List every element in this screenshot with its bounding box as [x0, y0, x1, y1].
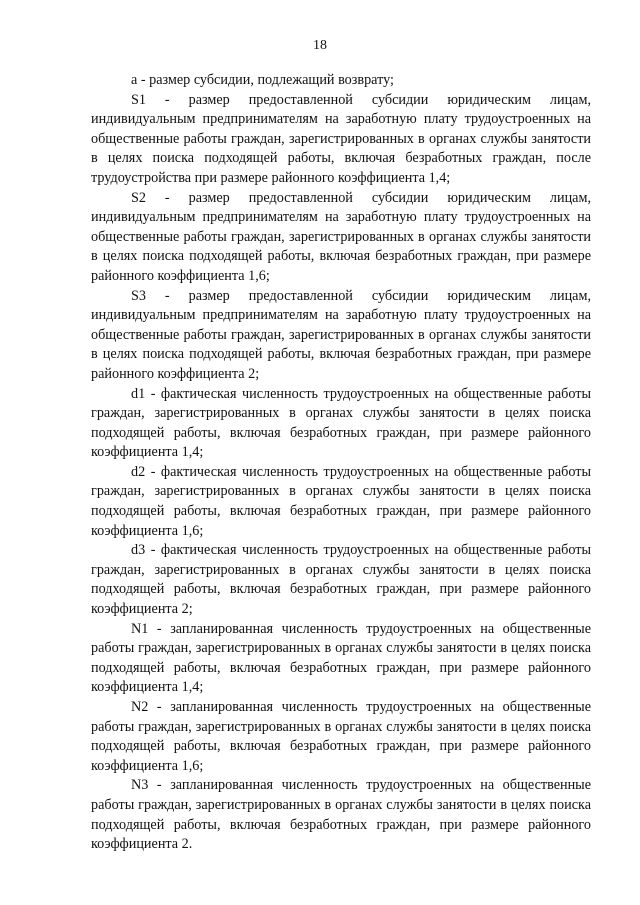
document-body: [91, 71, 591, 855]
definition-s1: S1 - размер предоставленной субсидии юридическим лицам, индивидуальным предпринимателям на заработную плату трудоустроенных на общественные работы граждан, зарегистрированных в органах службы занятости в целях поиска подходящей работы, включая безработных граждан, после трудоустройства при размере районного коэффициента 1,4;: [91, 91, 591, 186]
page-number: 18: [313, 38, 327, 53]
definition-d1: d1 - фактическая численность трудоустроенных на общественные работы граждан, зарегистрированных в органах службы занятости в целях поиска подходящей работы, включая безработных граждан, при размере районного коэффициента 1,4;: [91, 385, 591, 461]
definition-n1: N1 - запланированная численность трудоустроенных на общественные работы граждан, зарегистрированных в органах службы занятости в целях поиска подходящей работы, включая безработных граждан, при размере районного коэффициента 1,4;: [91, 620, 591, 696]
definition-s2: S2 - размер предоставленной субсидии юридическим лицам, индивидуальным предпринимателям на заработную плату трудоустроенных на общественные работы граждан, зарегистрированных в органах службы занятости в целях поиска подходящей работы, включая безработных граждан, при размере районного коэффициента 1,6;: [91, 189, 591, 284]
definition-a: а - размер субсидии, подлежащий возврату;: [131, 72, 394, 88]
definition-n2: N2 - запланированная численность трудоустроенных на общественные работы граждан, зарегистрированных в органах службы занятости в целях поиска подходящей работы, включая безработных граждан, при размере районного коэффициента 1,6;: [91, 699, 591, 774]
definition-d3: d3 - фактическая численность трудоустроенных на общественные работы граждан, зарегистрированных в органах службы занятости в целях поиска подходящей работы, включая безработных граждан, при размере районного коэффициента 2;: [91, 542, 591, 618]
definition-s3: S3 - размер предоставленной субсидии юридическим лицам, индивидуальным предпринимателям на заработную плату трудоустроенных на общественные работы граждан, зарегистрированных в органах службы занятости в целях поиска подходящей работы, включая безработных граждан, при размере районного коэффициента 2;: [91, 287, 591, 382]
definition-d2: d2 - фактическая численность трудоустроенных на общественные работы граждан, зарегистрированных в органах службы занятости в целях поиска подходящей работы, включая безработных граждан, при размере районного коэффициента 1,6;: [91, 463, 591, 539]
definition-n3: N3 - запланированная численность трудоустроенных на общественные работы граждан, зарегистрированных в органах службы занятости в целях поиска подходящей работы, включая безработных граждан, при размере районного коэффициента 2.: [91, 777, 591, 853]
